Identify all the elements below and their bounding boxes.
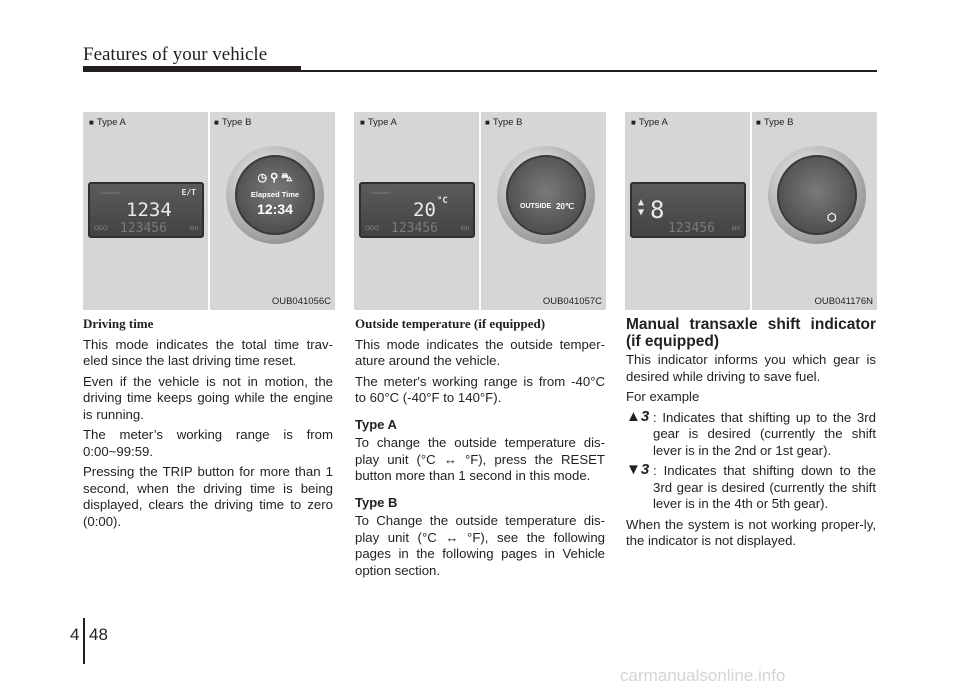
shift-up-text: : Indicates that shifting up to the 3rd gear is desired (currently the shift lever is in the 2nd or 1st gear).	[653, 409, 876, 458]
shift-up-icon: ▲3	[626, 407, 650, 425]
shift-arrows-icon: ▲ ▼	[638, 197, 645, 218]
gauge-display	[226, 146, 324, 244]
gauge-value: 12:34	[257, 201, 293, 217]
figure-outside-temperature	[354, 112, 606, 310]
paragraph: Even if the vehicle is not in motion, the driving time keeps going while the engine is running.	[83, 373, 333, 422]
lcd-odometer: 123456	[668, 221, 715, 236]
header-rule	[83, 66, 301, 72]
shift-indicator-section	[626, 316, 876, 554]
figure-tag-type-b: ■ Type B	[756, 117, 794, 128]
paragraph: The meter’s working range is from 0:00~99:59.	[83, 427, 333, 459]
paragraph: For example	[626, 389, 700, 404]
gauge-value: 20℃	[556, 202, 574, 211]
type-b-heading: Type B	[355, 494, 398, 510]
figure-code: OUB041176N	[814, 296, 873, 307]
shift-down-icon: ▼3	[626, 461, 650, 478]
gauge-display	[768, 146, 866, 244]
page-number: 48	[89, 625, 108, 644]
paragraph: Pressing the TRIP button for more than 1 second, when the driving time is being displayed, clears the driving time to zero (0:00).	[83, 464, 333, 529]
shift-down-item	[626, 463, 876, 513]
paragraph: To change the outside temperature dis-play unit (°C ↔ °F), press the RESET button more than 1 second in this mode.	[355, 435, 605, 483]
figure-tag-type-b: ■ Type B	[214, 117, 252, 128]
paragraph: This mode indicates the total time trav-eled since the last driving time reset.	[83, 336, 333, 368]
shift-up-item	[626, 407, 876, 460]
clock-car-icon: ◷ ⚲ ⛍	[257, 172, 293, 184]
shift-down-text: : Indicates that shifting down to the 3rd gear is desired (currently the shift lever is in the 4th or 5th gear).	[653, 463, 876, 511]
chapter-number: 4	[70, 625, 80, 644]
paragraph: The meter's working range is from -40°C to 60°C (-40°F to 140°F).	[355, 373, 605, 405]
figure-tag-type-a: ■ Type A	[89, 117, 126, 128]
driving-time-heading: Driving time	[83, 316, 154, 331]
page-header-title: Features of your vehicle	[83, 44, 268, 65]
outside-temperature-heading: Outside temperature (if equipped)	[355, 316, 546, 331]
lcd-et-tag: E/T	[181, 188, 196, 197]
lcd-display: ▭▭▭▭ E/T 1234 ODO 123456 km	[88, 182, 204, 238]
paragraph: This mode indicates the outside temper-ature around the vehicle.	[355, 336, 605, 368]
lcd-display: ▲ ▼ 8 123456 km	[630, 182, 746, 238]
figure-code: OUB041056C	[271, 296, 331, 307]
type-a-heading: Type A	[355, 416, 397, 432]
figure-tag-type-a: ■ Type A	[631, 117, 668, 128]
lcd-main-value: 1234	[126, 199, 172, 221]
driving-time-section	[83, 316, 333, 534]
figure-driving-time	[83, 112, 335, 310]
figure-tag-type-a: ■ Type A	[360, 117, 397, 128]
paragraph: This indicator informs you which gear is desired while driving to save fuel.	[626, 352, 876, 384]
figure-tag-type-b: ■ Type B	[485, 117, 523, 128]
gauge-label: OUTSIDE	[520, 203, 552, 210]
paragraph: When the system is not working proper-ly, the indicator is not displayed.	[626, 516, 876, 548]
figure-shift-indicator	[625, 112, 877, 310]
watermark: carmanualsonline.info	[620, 666, 786, 685]
lcd-main-value: 8	[650, 196, 665, 224]
paragraph: To Change the outside temperature dis-play unit (°C ↔ °F), see the following pages in the following pages in Vehicle option section.	[355, 513, 605, 578]
figure-code: OUB041057C	[542, 296, 602, 307]
lcd-display: ▭▭▭▭ 20 °C ODO 123456 km	[359, 182, 475, 238]
header-rule-line	[301, 70, 877, 72]
lcd-odometer: 123456	[391, 221, 438, 236]
page-number-rule	[83, 618, 85, 664]
gauge-display	[497, 146, 595, 244]
shift-indicator-icon: ⬡	[827, 212, 837, 224]
gauge-label: Elapsed Time	[250, 190, 300, 199]
lcd-main-value: 20	[413, 199, 436, 221]
lcd-odometer: 123456	[120, 221, 167, 236]
outside-temperature-section	[355, 316, 605, 583]
shift-indicator-heading: Manual transaxle shift indicator (if equipped)	[626, 316, 876, 350]
lcd-unit: °C	[437, 196, 448, 206]
